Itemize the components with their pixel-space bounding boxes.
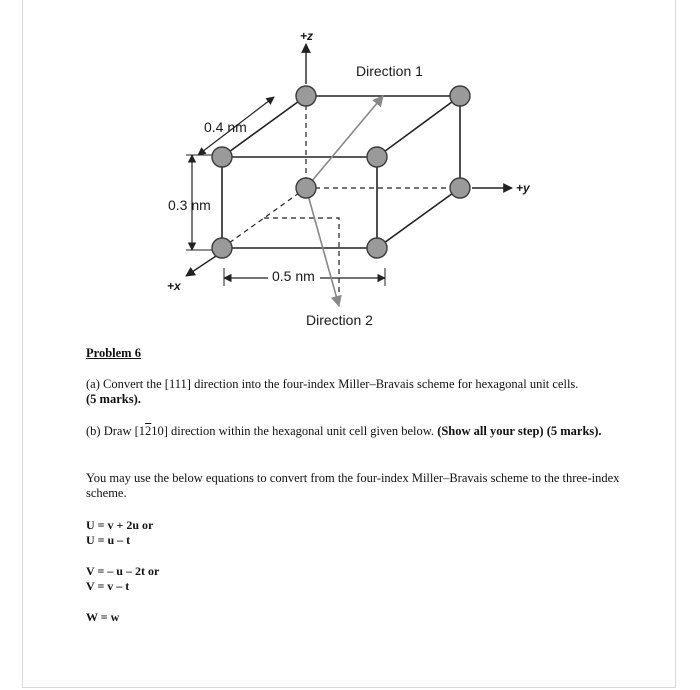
conversion-note: You may use the below equations to convert from the four-index Miller–Bravais scheme to the three-index scheme. xyxy=(86,471,620,500)
part-a xyxy=(86,377,626,407)
atom xyxy=(212,238,232,258)
direction-2-label: Direction 2 xyxy=(306,312,373,328)
guide-line xyxy=(264,218,339,296)
atom xyxy=(450,86,470,106)
equation-u-1: U = v + 2u or xyxy=(86,518,154,532)
part-a-marks: (5 marks). xyxy=(86,392,141,406)
dim-0.4-label: 0.4 nm xyxy=(204,119,247,135)
equation-u-2: U = u – t xyxy=(86,533,131,547)
z-axis-label: +z xyxy=(300,29,314,43)
atom xyxy=(212,147,232,167)
atom xyxy=(296,178,316,198)
part-b-marks: (5 marks). xyxy=(546,424,602,438)
x-axis-arrow xyxy=(186,256,216,276)
equation-v-2: V = v – t xyxy=(86,579,130,593)
dim-0.3-label: 0.3 nm xyxy=(168,197,211,213)
direction-1-label: Direction 1 xyxy=(356,63,423,79)
part-b-suffix: 10] direction within the hexagonal unit cell given below. xyxy=(151,424,435,438)
equation-v-1: V = – u – 2t or xyxy=(86,564,160,578)
unit-cell-diagram xyxy=(0,0,700,340)
atom xyxy=(296,86,316,106)
edge-top-right xyxy=(377,96,460,157)
dim-0.5-label: 0.5 nm xyxy=(272,268,315,284)
atom xyxy=(367,238,387,258)
y-axis-label: +y xyxy=(516,181,530,195)
part-a-question: (a) Convert the [111] direction into the four-index Miller–Bravais scheme for hexagonal unit cells. xyxy=(86,377,579,391)
atom xyxy=(450,178,470,198)
direction-1-vector xyxy=(306,96,383,188)
part-b-prefix: (b) Draw [1 xyxy=(86,424,146,438)
atom xyxy=(367,147,387,167)
part-b-overbar-digit: 2 xyxy=(145,424,152,438)
part-b xyxy=(86,424,626,439)
equation-w: W = w xyxy=(86,610,120,624)
problem-heading: Problem 6 xyxy=(86,346,141,360)
edge-bottom-right xyxy=(377,188,460,248)
direction-2-vector xyxy=(306,188,339,306)
part-b-show-steps: (Show all your step) xyxy=(437,424,544,438)
x-axis-label: +x xyxy=(167,279,181,293)
